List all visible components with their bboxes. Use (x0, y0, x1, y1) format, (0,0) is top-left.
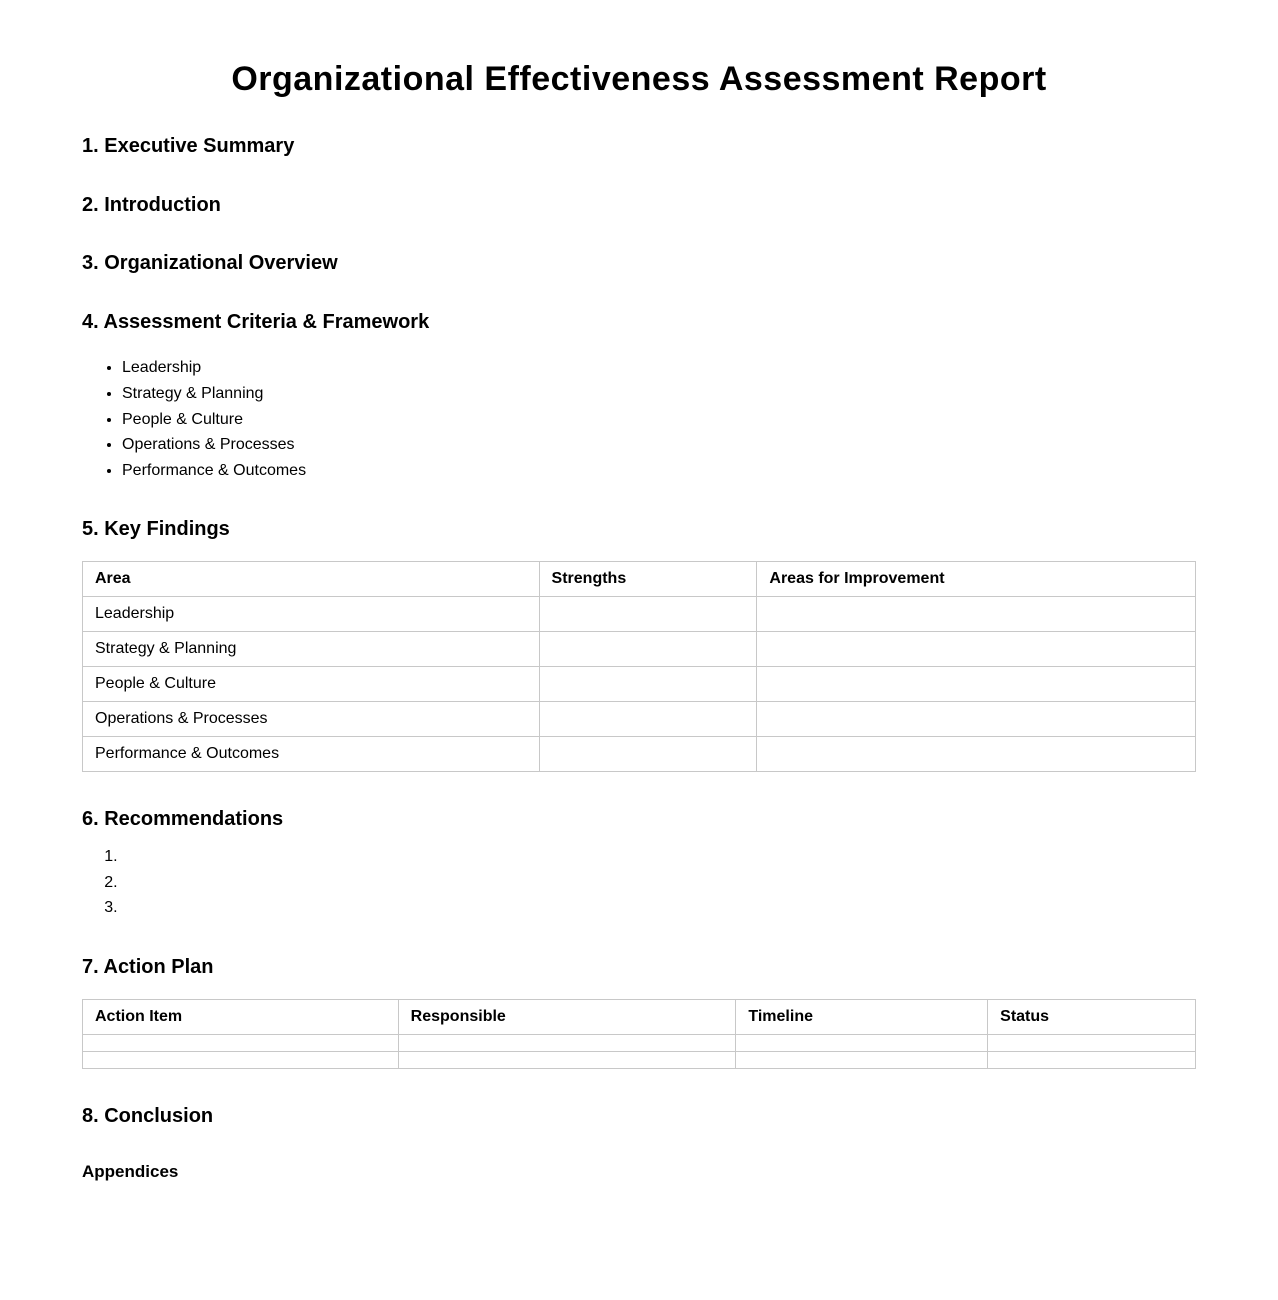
table-row (83, 737, 1196, 772)
criteria-item: • People & Culture (122, 407, 306, 433)
cell-strengths[interactable] (539, 632, 757, 667)
cell-action-item[interactable] (83, 1052, 399, 1069)
column-header-status: Status (988, 1000, 1196, 1035)
criteria-item: • Strategy & Planning (122, 381, 306, 407)
cell-area: People & Culture (83, 667, 540, 702)
page-title: Organizational Effectiveness Assessment Report (231, 60, 1047, 98)
cell-timeline[interactable] (736, 1052, 988, 1069)
section-heading-introduction: 2. Introduction (82, 194, 221, 216)
section-heading-appendices: Appendices (82, 1162, 179, 1181)
table-header-row (83, 562, 1196, 597)
section-heading-action-plan: 7. Action Plan (82, 956, 214, 978)
section-heading-conclusion: 8. Conclusion (82, 1105, 214, 1127)
cell-improvement[interactable] (757, 597, 1196, 632)
column-header-area: Area (83, 562, 540, 597)
column-header-improvement: Areas for Improvement (757, 562, 1196, 597)
cell-strengths[interactable] (539, 667, 757, 702)
table-row (83, 667, 1196, 702)
cell-area: Strategy & Planning (83, 632, 540, 667)
table-row (83, 1052, 1196, 1069)
cell-improvement[interactable] (757, 667, 1196, 702)
key-findings-table (82, 561, 1196, 772)
section-heading-recommendations: 6. Recommendations (82, 808, 284, 830)
column-header-action-item: Action Item (83, 1000, 399, 1035)
cell-improvement[interactable] (757, 702, 1196, 737)
cell-responsible[interactable] (398, 1035, 736, 1052)
table-row (83, 632, 1196, 667)
cell-area: Leadership (83, 597, 540, 632)
cell-status[interactable] (988, 1035, 1196, 1052)
table-header-row (83, 1000, 1196, 1035)
cell-status[interactable] (988, 1052, 1196, 1069)
cell-action-item[interactable] (83, 1035, 399, 1052)
section-heading-organizational-overview: 3. Organizational Overview (82, 252, 338, 274)
column-header-strengths: Strengths (539, 562, 757, 597)
cell-strengths[interactable] (539, 737, 757, 772)
section-heading-key-findings: 5. Key Findings (82, 518, 230, 540)
column-header-responsible: Responsible (398, 1000, 736, 1035)
cell-responsible[interactable] (398, 1052, 736, 1069)
criteria-item: • Leadership (122, 355, 306, 381)
cell-improvement[interactable] (757, 632, 1196, 667)
recommendations-list (82, 844, 122, 921)
cell-improvement[interactable] (757, 737, 1196, 772)
cell-timeline[interactable] (736, 1035, 988, 1052)
table-row (83, 1035, 1196, 1052)
cell-area: Performance & Outcomes (83, 737, 540, 772)
criteria-item: • Performance & Outcomes (122, 458, 306, 484)
table-row (83, 597, 1196, 632)
criteria-list (82, 355, 306, 484)
column-header-timeline: Timeline (736, 1000, 988, 1035)
criteria-item: • Operations & Processes (122, 432, 306, 458)
section-heading-assessment-criteria: 4. Assessment Criteria & Framework (82, 311, 430, 333)
cell-strengths[interactable] (539, 702, 757, 737)
cell-strengths[interactable] (539, 597, 757, 632)
cell-area: Operations & Processes (83, 702, 540, 737)
section-heading-executive-summary: 1. Executive Summary (82, 135, 295, 157)
action-plan-table (82, 999, 1196, 1069)
table-row (83, 702, 1196, 737)
